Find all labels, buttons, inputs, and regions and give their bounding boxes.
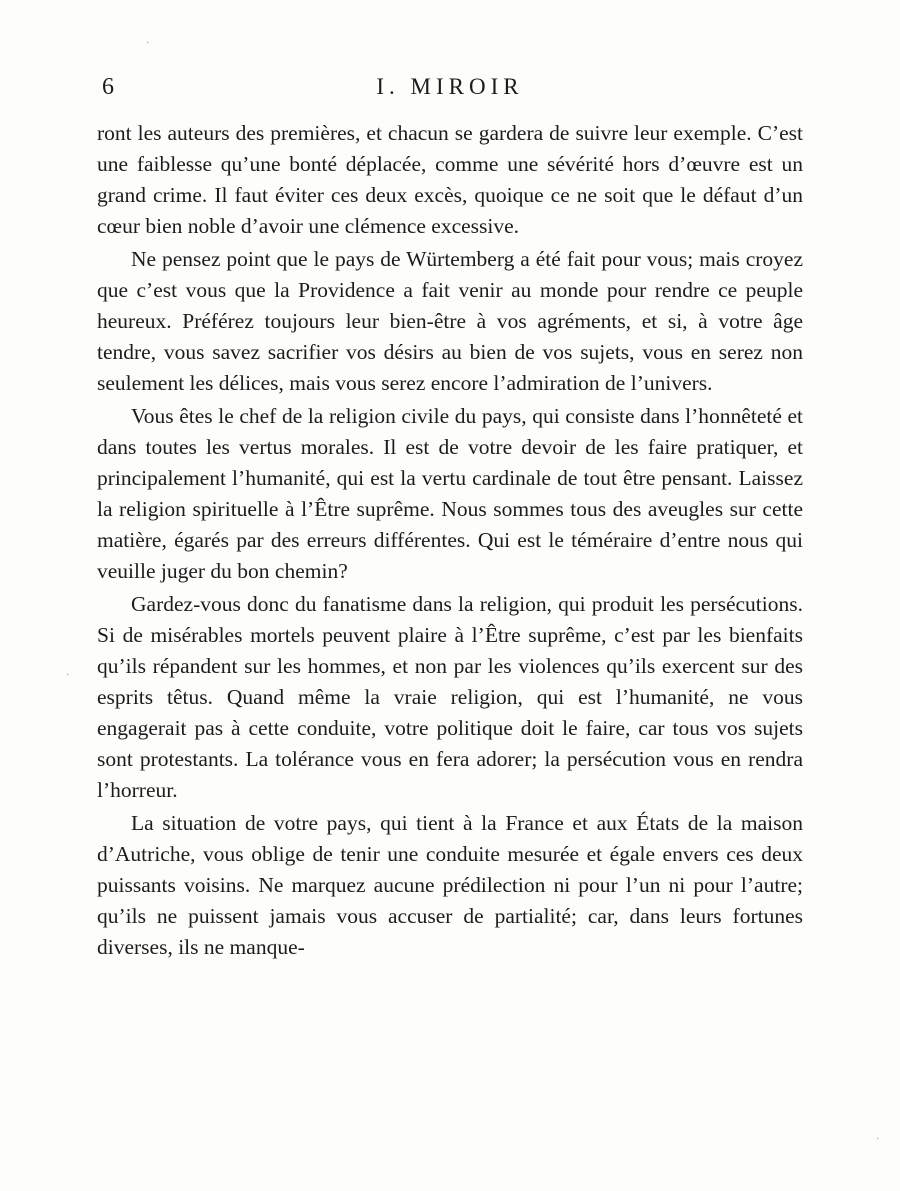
running-head (100, 74, 800, 114)
paragraph: Gardez-vous donc du fanatisme dans la religion, qui produit les persécutions. Si de misérables mortels peuvent plaire à l’Être suprême, c’est par les bienfaits qu’ils répandent sur les hommes, et non par les violences qu’ils exercent sur des esprits têtus. Quand même la vraie religion, qui est l’humanité, ne vous engagerait pas à cette conduite, votre politique doit le faire, car tous vos sujets sont protestants. La tolérance vous en fera adorer; la persécution vous en rendra l’horreur. (97, 592, 803, 802)
paragraph: ront les auteurs des premières, et chacun se gardera de suivre leur exemple. C’est une faiblesse qu’une bonté déplacée, comme une sévérité hors d’œuvre est un grand crime. Il faut éviter ces deux excès, quoique ce ne soit que le défaut d’un cœur bien noble d’avoir une clémence excessive. (97, 121, 803, 238)
speck-mark: · (146, 38, 150, 49)
page-number: 6 (102, 74, 115, 100)
paragraph: Ne pensez point que le pays de Würtemberg a été fait pour vous; mais croyez que c’est vous que la Providence a fait venir au monde pour rendre ce peuple heureux. Préférez toujours leur bien-être à vos agréments, et si, à votre âge tendre, vous savez sacrifier vos désirs au bien de vos sujets, vous en serez non seulement les délices, mais vous serez encore l’admiration de l’univers. (97, 247, 803, 395)
speck-mark: · (876, 1134, 880, 1145)
paragraph: Vous êtes le chef de la religion civile du pays, qui consiste dans l’honnêteté et dans toutes les vertus morales. Il est de votre devoir de les faire pratiquer, et principalement l’humanité, qui est la vertu cardinale de tout être pensant. Laissez la religion spirituelle à l’Être suprême. Nous sommes tous des aveugles sur cette matière, égarés par des erreurs différentes. Qui est le téméraire d’entre nous qui veuille juger du bon chemin? (97, 404, 803, 583)
running-title: I. MIROIR (376, 74, 524, 99)
body-text (97, 118, 803, 965)
speck-mark: · (66, 670, 70, 681)
paragraph: La situation de votre pays, qui tient à la France et aux États de la maison d’Autriche, vous oblige de tenir une conduite mesurée et égale envers ces deux puissants voisins. Ne marquez aucune prédilection ni pour l’un ni pour l’autre; qu’ils ne puissent jamais vous accuser de partialité; car, dans leurs fortunes diverses, ils ne manque- (97, 811, 803, 959)
